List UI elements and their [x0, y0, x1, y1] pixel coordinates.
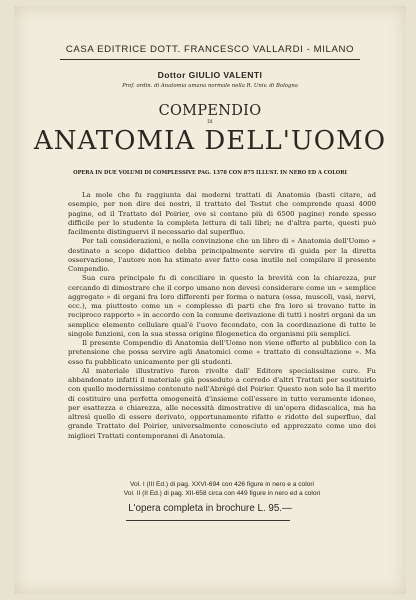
- author-affiliation: Prof. ordin. di Anatomia umana normale nella R. Univ. di Bologna: [122, 83, 298, 89]
- body-text: [68, 191, 376, 441]
- title-main: ANATOMIA DELL'UOMO: [33, 126, 387, 156]
- volumes-list: [68, 480, 376, 498]
- volume-line: Vol. I (III Ed.) di pag. XXVI-694 con 426 figure in nero e a colori: [130, 481, 314, 488]
- paragraph: Sua cura principale fu di conciliare in questo la brevità con la chiarezza, pur cercando di dimostrare che il corpo umano non devesi considerare come un « semplice aggregato » di organi fra loro differenti per forma o natura (ossa, muscoli, vasi, nervi, ecc.), ma piuttosto come un « complesso di parti che fra loro si trovano tutte in reciproco rapporto » in accordo con la comune derivazione di tutti i nostri organi da un semplice elemento cellulare qual'è l'uovo fecondato, con la coordinazione di tutte le singole funzioni, con la sua stessa origine filogenetica da organismi più semplici.: [68, 274, 376, 338]
- publisher-header: CASA EDITRICE DOTT. FRANCESCO VALLARDI - MILANO: [65, 44, 355, 55]
- paragraph: Il presente Compendio di Anatomia dell'Uomo non viene offerto al pubblico con la pretensione che possa servire agli Anatomici come « trattato di consultazione ». Ma esso fu pubblicato unicamente per gli studenti.: [68, 339, 376, 366]
- author-name: Dottor GIULIO VALENTI: [157, 70, 263, 80]
- price-line: L'opera completa in brochure L. 95.—: [128, 503, 292, 514]
- volume-line: Vol. II (II Ed.) di pag. XII-658 circa con 449 figure in nero ed a colori: [123, 490, 321, 497]
- bottom-rule: [126, 520, 290, 521]
- paragraph: La mole che fu raggiunta dai moderni trattati di Anatomia (basti citare, ad esempio, per non dire dei nostri, il trattato del Testut che comprende quasi 4000 pagine, ed il Trattato del Poirier, ove si contano più di 6500 pagine) rende spesso difficile per lo studente la completa lettura di tali libri; ne d'altra parte, questi può facilmente distinguervi il necessario dal superfluo.: [68, 191, 376, 236]
- title-di: DI: [207, 120, 213, 125]
- flyer-page: [14, 6, 406, 594]
- paragraph: Per tali considerazioni, e nella convinzione che un libro di « Anatomia dell'Uomo » destinato a scopo didattico debba principalmente servire di guida per la diretta osservazione, l'autore non ha stimato aver fatto cosa inutile nel compilare il presente Compendio.: [68, 237, 376, 273]
- title-compendio: COMPENDIO: [158, 103, 262, 119]
- paragraph: Al materiale illustrativo furon rivolte dall' Editore specialissime cure. Fu abbandonato infatti il materiale già posseduto a corredo d'altri Trattati per sostituirlo con quello modernissimo contenuto nell'Abrégé del Poirier. Questo non solo ha il merito di costituire una perfetta omogeneità d'insieme coll'essere in tutto veramente idoneo, per esattezza e chiarezza, alle necessità dimostrative di un'opera didascalica, ma ha altresì quello di essere derivato, opportunamente rifatto e ridotto del superfluo, dal grande Trattato del Poirier, universalmente conosciuto ed apprezzato come uno dei migliori Trattati contemporanei di Anatomia.: [68, 366, 376, 440]
- header-rule: [60, 59, 360, 60]
- subtitle: OPERA IN DUE VOLUMI DI COMPLESSIVE PAG. 1378 CON 875 ILLUST. IN NERO ED A COLORI: [73, 170, 347, 176]
